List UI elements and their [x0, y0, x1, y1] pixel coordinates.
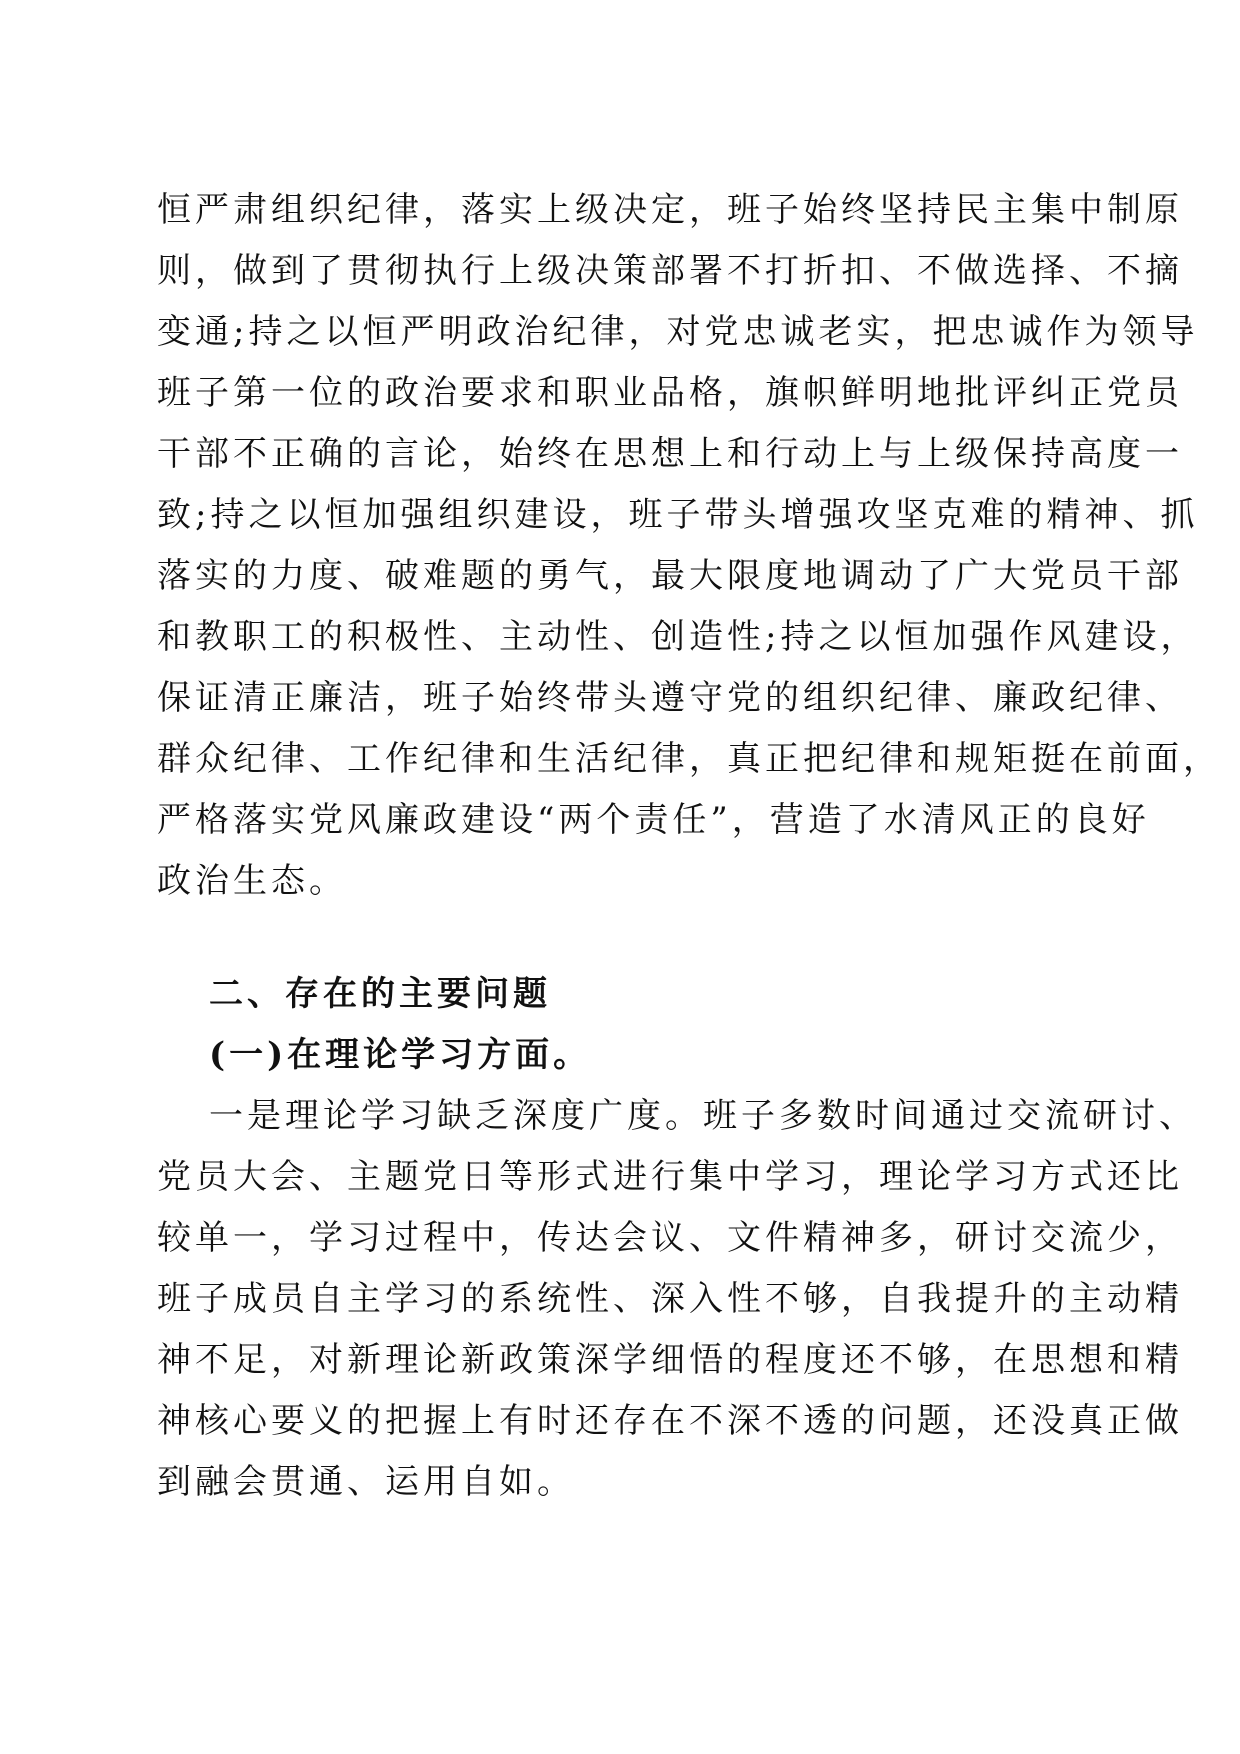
- paragraph1-line-10: 群众纪律、工作纪律和生活纪律，真正把纪律和规矩挺在前面，: [157, 739, 1221, 779]
- paragraph1-line-7: 落实的力度、破难题的勇气，最大限度地调动了广大党员干部: [157, 556, 1183, 596]
- paragraph1-line-6: 致;持之以恒加强组织建设，班子带头增强攻坚克难的精神、抓: [157, 495, 1199, 535]
- paragraph1-line-9: 保证清正廉洁，班子始终带头遵守党的组织纪律、廉政纪律、: [157, 678, 1183, 718]
- paragraph1-line-3: 变通;持之以恒严明政治纪律，对党忠诚老实，把忠诚作为领导: [157, 312, 1199, 352]
- paragraph2-line-5: 神不足，对新理论新政策深学细悟的程度还不够，在思想和精: [157, 1340, 1183, 1380]
- paragraph1-line-12: 政治生态。: [157, 861, 347, 901]
- paragraph2-line-1: 一是理论学习缺乏深度广度。班子多数时间通过交流研讨、: [209, 1096, 1197, 1136]
- paragraph2-line-6: 神核心要义的把握上有时还存在不深不透的问题，还没真正做: [157, 1401, 1183, 1441]
- paragraph2-line-3: 较单一，学习过程中，传达会议、文件精神多，研讨交流少，: [157, 1218, 1183, 1258]
- subsection-heading: (一)在理论学习方面。: [209, 1035, 592, 1075]
- paragraph1-line-1: 恒严肃组织纪律，落实上级决定，班子始终坚持民主集中制原: [157, 190, 1183, 230]
- paragraph1-line-2: 则，做到了贯彻执行上级决策部署不打折扣、不做选择、不摘: [157, 251, 1183, 291]
- paragraph1-line-4: 班子第一位的政治要求和职业品格，旗帜鲜明地批评纠正党员: [157, 373, 1183, 413]
- paragraph1-line-8: 和教职工的积极性、主动性、创造性;持之以恒加强作风建设，: [157, 617, 1199, 657]
- paragraph2-line-7: 到融会贯通、运用自如。: [157, 1462, 575, 1502]
- paragraph1-line-5: 干部不正确的言论，始终在思想上和行动上与上级保持高度一: [157, 434, 1183, 474]
- paragraph2-line-4: 班子成员自主学习的系统性、深入性不够，自我提升的主动精: [157, 1279, 1183, 1319]
- paragraph1-line-11: 严格落实党风廉政建设“两个责任”，营造了水清风正的良好: [157, 800, 1150, 840]
- paragraph2-line-2: 党员大会、主题党日等形式进行集中学习，理论学习方式还比: [157, 1157, 1183, 1197]
- section-heading: 二、存在的主要问题: [209, 974, 551, 1014]
